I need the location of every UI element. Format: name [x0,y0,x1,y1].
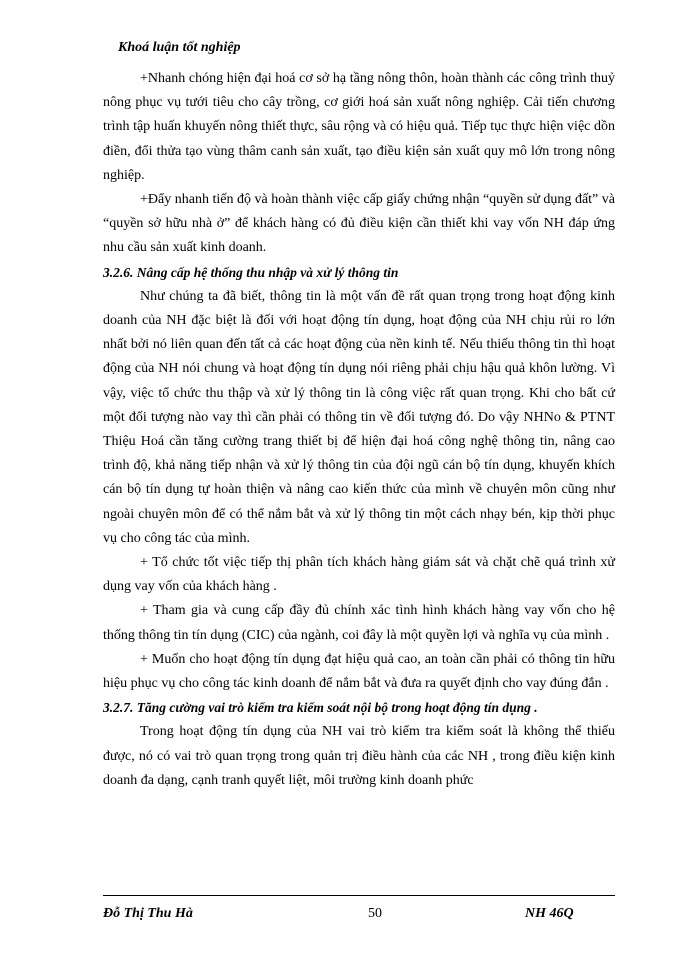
subsection-heading: 3.2.7. Tăng cường vai trò kiểm tra kiểm soát nội bộ trong hoạt động tín dụng . [103,700,538,716]
paragraph: Như chúng ta đã biết, thông tin là một vấn đề rất quan trọng trong hoạt động kinh doanh của NH đặc biệt là đối với hoạt động tín dụng, hoạt động của NH chịu rủi ro lớn nhất bởi nó liên quan đến tất cả các hoạt động của nền kinh tế. Nếu thiếu thông tin thì hoạt động của NH nói chung và hoạt động tín dụng nói riêng phải chịu hậu quả khôn lường. Vì vậy, việc tổ chức thu thập và xử lý thông tin là công việc rất quan trọng. Khi cho bất cứ một đối tượng nào vay thì cần phải có thông tin về đối tượng đó. Do vậy NHNo & PTNT Thiệu Hoá cần tăng cường trang thiết bị để hiện đại hoá công nghệ thông tin, nâng cao trình độ, khả năng tiếp nhận và xử lý thông tin của đội ngũ cán bộ tín dụng, khuyến khích cán bộ tín dụng tự hoàn thiện và nâng cao kiến thức của mình về chuyên môn cũng như ngoài chuyên môn để có thể nắm bắt và xử lý thông tin một cách nhạy bén, kịp thời phục vụ cho công tác của mình. [103,288,615,546]
paragraph: +Đẩy nhanh tiến độ và hoàn thành việc cấp giấy chứng nhận “quyền sử dụng đất” và “quyền sở hữu nhà ở” để khách hàng có đủ điều kiện cần thiết khi vay vốn NH đáp ứng nhu cầu sản xuất kinh doanh. [103,192,615,256]
page-number: 50 [368,906,382,921]
paragraph: +Nhanh chóng hiện đại hoá cơ sở hạ tầng nông thôn, hoàn thành các công trình thuỷ nông phục vụ tưới tiêu cho cây trồng, cơ giới hoá sản xuất nông nghiệp. Cải tiến chương trình tập huấn khuyến nông thiết thực, sâu rộng và có hiệu quả. Tiếp tục thực hiện việc dồn điền, đổi thửa tạo vùng thâm canh sản xuất, tạo điều kiện sản xuất quy mô lớn trong nông nghiệp. [103,71,615,183]
footer-class-code: NH 46Q [525,906,574,921]
paragraph: + Muốn cho hoạt động tín dụng đạt hiệu quả cao, an toàn cần phải có thông tin hữu hiệu phục vụ cho công tác kinh doanh để nắm bắt và đưa ra quyết định cho vay đúng đắn . [103,651,615,692]
subsection-heading: 3.2.6. Nâng cấp hệ thống thu nhập và xử lý thông tin [103,264,399,280]
paragraph: + Tham gia và cung cấp đầy đủ chính xác tình hình khách hàng vay vốn cho hệ thống thông tin tín dụng (CIC) của ngành, coi đây là một quyền lợi và nghĩa vụ của mình . [103,603,615,643]
footer-author: Đỗ Thị Thu Hà [103,906,193,921]
document-body [103,67,615,793]
paragraph: + Tổ chức tốt việc tiếp thị phân tích khách hàng giám sát và chặt chẽ quá trình xử dụng vay vốn của khách hàng . [103,555,615,595]
footer-rule [103,895,615,896]
page-header-title: Khoá luận tốt nghiệp [118,40,241,55]
paragraph: Trong hoạt động tín dụng của NH vai trò kiểm tra kiểm soát là không thể thiếu được, nó có vai trò quan trọng trong quản trị điều hành của các NH , trong điều kiện kinh doanh đa dạng, cạnh tranh quyết liệt, môi trường kinh doanh phức [103,724,615,788]
